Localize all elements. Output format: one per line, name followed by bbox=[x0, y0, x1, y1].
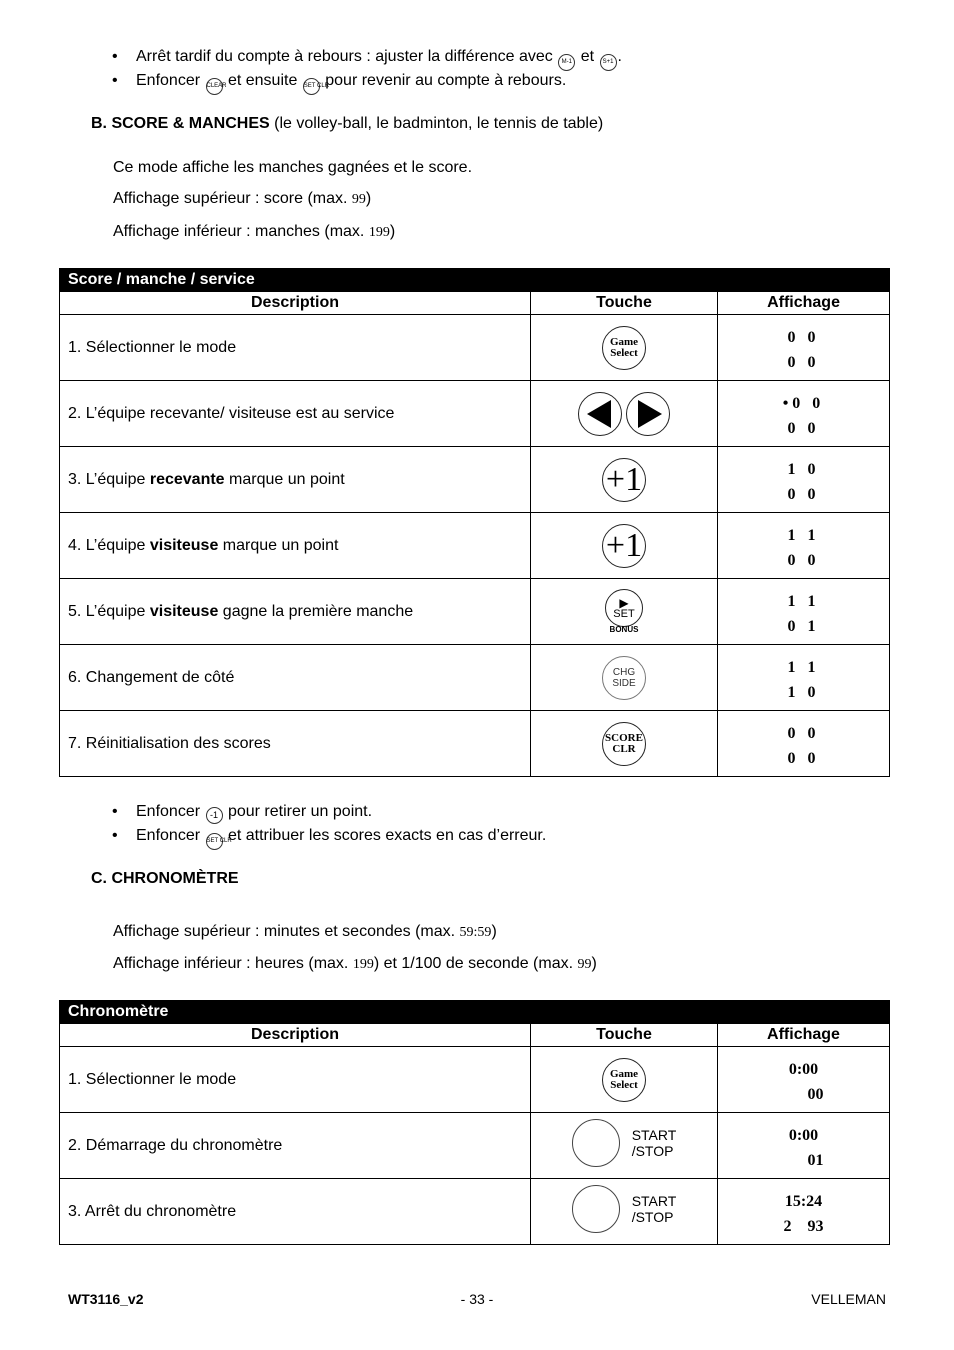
score-clr-button-icon bbox=[602, 722, 646, 766]
display-cell bbox=[718, 1179, 890, 1245]
table-row bbox=[60, 447, 890, 513]
desc-bold: visiteuse bbox=[149, 536, 219, 554]
set-play-icon bbox=[605, 589, 643, 627]
bullet-text: pour revenir au compte à rebours. bbox=[325, 72, 567, 89]
display-bottom: 0 0 bbox=[787, 354, 820, 371]
table-row bbox=[60, 1179, 890, 1245]
display-cell bbox=[718, 513, 890, 579]
desc-text: marque un point bbox=[218, 536, 339, 554]
set-bonus-key bbox=[605, 589, 643, 634]
key-label bbox=[632, 1193, 677, 1225]
section-b-line3: Affichage inférieur : manches (max. 199) bbox=[113, 223, 396, 240]
play-icon: ▶ bbox=[619, 595, 629, 610]
section-b-line1: Ce mode affiche les manches gagnées et le score. bbox=[113, 159, 473, 176]
score-table bbox=[59, 268, 890, 777]
key-label: Game bbox=[609, 1067, 639, 1080]
number: 59:59 bbox=[459, 925, 492, 940]
start-stop-button-icon bbox=[572, 1185, 620, 1233]
number: 99 bbox=[577, 957, 592, 972]
start-stop-key bbox=[572, 1119, 677, 1167]
display-top: •0 0 bbox=[782, 395, 825, 412]
column-header: Affichage bbox=[718, 292, 890, 315]
desc-text: 7. Réinitialisation des scores bbox=[68, 734, 271, 752]
key-cell bbox=[531, 711, 718, 777]
key-label: Game bbox=[609, 335, 639, 348]
key-label: START bbox=[631, 1193, 677, 1209]
column-header: Affichage bbox=[718, 1024, 890, 1047]
display-cell bbox=[718, 645, 890, 711]
plus-one-icon: +1 bbox=[602, 524, 646, 568]
bullet-text: Enfoncer bbox=[136, 72, 201, 89]
bullet-text: Enfoncer bbox=[136, 803, 201, 820]
desc-bold: visiteuse bbox=[149, 602, 219, 620]
display-bottom: 0 0 bbox=[787, 552, 820, 569]
key-label: /STOP bbox=[631, 1143, 674, 1159]
table-row bbox=[60, 315, 890, 381]
minus-one-icon: -1 bbox=[206, 807, 223, 824]
display-cell bbox=[718, 315, 890, 381]
m-minus-1-icon: M-1 bbox=[558, 54, 575, 71]
row-description bbox=[60, 711, 531, 777]
display-cell bbox=[718, 1047, 890, 1113]
display-top: 0:00 bbox=[788, 1061, 819, 1078]
row-description bbox=[60, 381, 531, 447]
display-top: 1 1 bbox=[787, 527, 820, 544]
display-bottom: 01 bbox=[807, 1152, 824, 1169]
section-title-bold: B. SCORE & MANCHES bbox=[91, 115, 270, 132]
row-description: 3. Arrêt du chronomètre bbox=[60, 1179, 531, 1245]
section-c-title: C. CHRONOMÈTRE bbox=[91, 870, 239, 887]
key-cell bbox=[531, 1113, 718, 1179]
key-label: BONUS bbox=[609, 625, 639, 634]
row-description bbox=[60, 315, 531, 381]
display-top: 0 0 bbox=[787, 329, 820, 346]
text: ) et 1/100 de seconde (max. bbox=[373, 955, 578, 972]
desc-text: 6. Changement de côté bbox=[68, 668, 235, 686]
display-top: 0:00 bbox=[788, 1127, 819, 1144]
column-header: Touche bbox=[531, 292, 718, 315]
table-row bbox=[60, 381, 890, 447]
text: Affichage supérieur : minutes et secondes (max. bbox=[113, 923, 460, 940]
key-label: START bbox=[631, 1127, 677, 1143]
key-label: SIDE bbox=[612, 677, 636, 689]
bullet-item bbox=[112, 46, 622, 70]
desc-text: 1. Sélectionner le mode bbox=[68, 338, 237, 356]
key-cell bbox=[531, 513, 718, 579]
chrono-table bbox=[59, 1000, 890, 1245]
display-bottom: 2 93 bbox=[783, 1218, 824, 1235]
key-label bbox=[632, 1127, 677, 1159]
section-c-line1: Affichage supérieur : minutes et secondes (max. 59:59) bbox=[113, 923, 497, 940]
table-row bbox=[60, 579, 890, 645]
plus-one-icon: +1 bbox=[602, 458, 646, 502]
display-top: 1 1 bbox=[787, 593, 820, 610]
table-band-title: Score / manche / service bbox=[60, 269, 890, 292]
desc-text: 5. L’équipe bbox=[68, 602, 150, 620]
display-top: 15:24 bbox=[784, 1193, 823, 1210]
bullet-text: Arrêt tardif du compte à rebours : ajuster la différence avec bbox=[136, 48, 553, 65]
section-b-title bbox=[91, 115, 603, 133]
footer-brand: VELLEMAN bbox=[811, 1291, 886, 1307]
mid-bullet-list bbox=[112, 801, 546, 849]
display-bottom: 0 0 bbox=[787, 420, 820, 437]
left-arrow-icon bbox=[578, 392, 622, 436]
text: Affichage inférieur : manches (max. bbox=[113, 223, 369, 240]
key-label: /STOP bbox=[631, 1209, 674, 1225]
display-bottom: 00 bbox=[807, 1086, 824, 1103]
table-row bbox=[60, 711, 890, 777]
game-select-button-icon bbox=[602, 1058, 646, 1102]
display-cell bbox=[718, 381, 890, 447]
bullet-item bbox=[112, 801, 546, 825]
key-cell bbox=[531, 1047, 718, 1113]
display-cell bbox=[718, 1113, 890, 1179]
desc-text: gagne la première manche bbox=[218, 602, 414, 620]
number: 99 bbox=[351, 192, 366, 207]
bullet-text: et bbox=[580, 48, 595, 65]
key-label: CHG bbox=[612, 666, 636, 678]
key-label: SCORE bbox=[605, 731, 643, 744]
display-cell bbox=[718, 447, 890, 513]
row-description bbox=[60, 447, 531, 513]
desc-text: 4. L’équipe bbox=[68, 536, 150, 554]
display-bottom: 0 0 bbox=[787, 750, 820, 767]
bullet-item bbox=[112, 825, 546, 849]
number: 199 bbox=[352, 957, 374, 972]
key-label: Select bbox=[610, 1078, 638, 1091]
bullet-text: et attribuer les scores exacts en cas d’erreur. bbox=[227, 827, 547, 844]
number: 199 bbox=[368, 225, 390, 240]
table-row bbox=[60, 1113, 890, 1179]
top-bullet-list bbox=[112, 46, 622, 94]
row-description: 1. Sélectionner le mode bbox=[60, 1047, 531, 1113]
column-header: Description bbox=[60, 1024, 531, 1047]
right-arrow-icon bbox=[626, 392, 670, 436]
key-cell bbox=[531, 1179, 718, 1245]
display-top: 0 0 bbox=[787, 725, 820, 742]
bullet-text: pour retirer un point. bbox=[227, 803, 373, 820]
display-top: 1 1 bbox=[787, 659, 820, 676]
row-description: 2. Démarrage du chronomètre bbox=[60, 1113, 531, 1179]
key-cell bbox=[531, 381, 718, 447]
key-label: SET bbox=[613, 607, 635, 620]
display-bottom: 0 0 bbox=[787, 486, 820, 503]
section-b-line2: Affichage supérieur : score (max. 99) bbox=[113, 190, 372, 207]
start-stop-key bbox=[572, 1185, 677, 1233]
set-clr-icon: SET CLR bbox=[206, 833, 223, 850]
text: Affichage inférieur : heures (max. bbox=[113, 955, 353, 972]
table-row bbox=[60, 645, 890, 711]
bullet-text: et ensuite bbox=[227, 72, 298, 89]
set-clr-icon: SET CLR bbox=[303, 78, 320, 95]
column-header: Description bbox=[60, 292, 531, 315]
row-description bbox=[60, 513, 531, 579]
desc-text: 2. L’équipe recevante/ visiteuse est au service bbox=[68, 404, 395, 422]
display-bottom: 0 1 bbox=[787, 618, 820, 635]
table-row bbox=[60, 513, 890, 579]
column-header: Touche bbox=[531, 1024, 718, 1047]
s-plus-1-icon: S+1 bbox=[600, 54, 617, 71]
clear-icon: CLEAR bbox=[206, 78, 223, 95]
key-label: CLR bbox=[612, 742, 636, 755]
text: Affichage supérieur : score (max. bbox=[113, 190, 352, 207]
bullet-text: Enfoncer bbox=[136, 827, 201, 844]
display-cell bbox=[718, 711, 890, 777]
footer-page-number: - 33 - bbox=[460, 1291, 494, 1307]
chg-side-button-icon bbox=[602, 656, 646, 700]
key-cell bbox=[531, 645, 718, 711]
display-top: 1 0 bbox=[787, 461, 820, 478]
table-row bbox=[60, 1047, 890, 1113]
desc-text: 3. L’équipe bbox=[68, 470, 150, 488]
display-bottom: 1 0 bbox=[787, 684, 820, 701]
display-cell bbox=[718, 579, 890, 645]
section-title-rest: (le volley-ball, le badminton, le tennis de table) bbox=[274, 115, 604, 132]
start-stop-button-icon bbox=[572, 1119, 620, 1167]
desc-bold: recevante bbox=[149, 470, 225, 488]
desc-text: marque un point bbox=[224, 470, 345, 488]
section-c-line2: Affichage inférieur : heures (max. 199) et 1/100 de seconde (max. 99) bbox=[113, 955, 597, 972]
bullet-text: . bbox=[617, 48, 622, 65]
game-select-button-icon bbox=[602, 326, 646, 370]
key-cell bbox=[531, 315, 718, 381]
table-band-title: Chronomètre bbox=[60, 1001, 890, 1024]
key-cell bbox=[531, 579, 718, 645]
footer-doc-id: WT3116_v2 bbox=[68, 1291, 144, 1307]
row-description bbox=[60, 579, 531, 645]
bullet-item bbox=[112, 70, 622, 94]
row-description bbox=[60, 645, 531, 711]
key-cell bbox=[531, 447, 718, 513]
key-label: Select bbox=[610, 346, 638, 359]
